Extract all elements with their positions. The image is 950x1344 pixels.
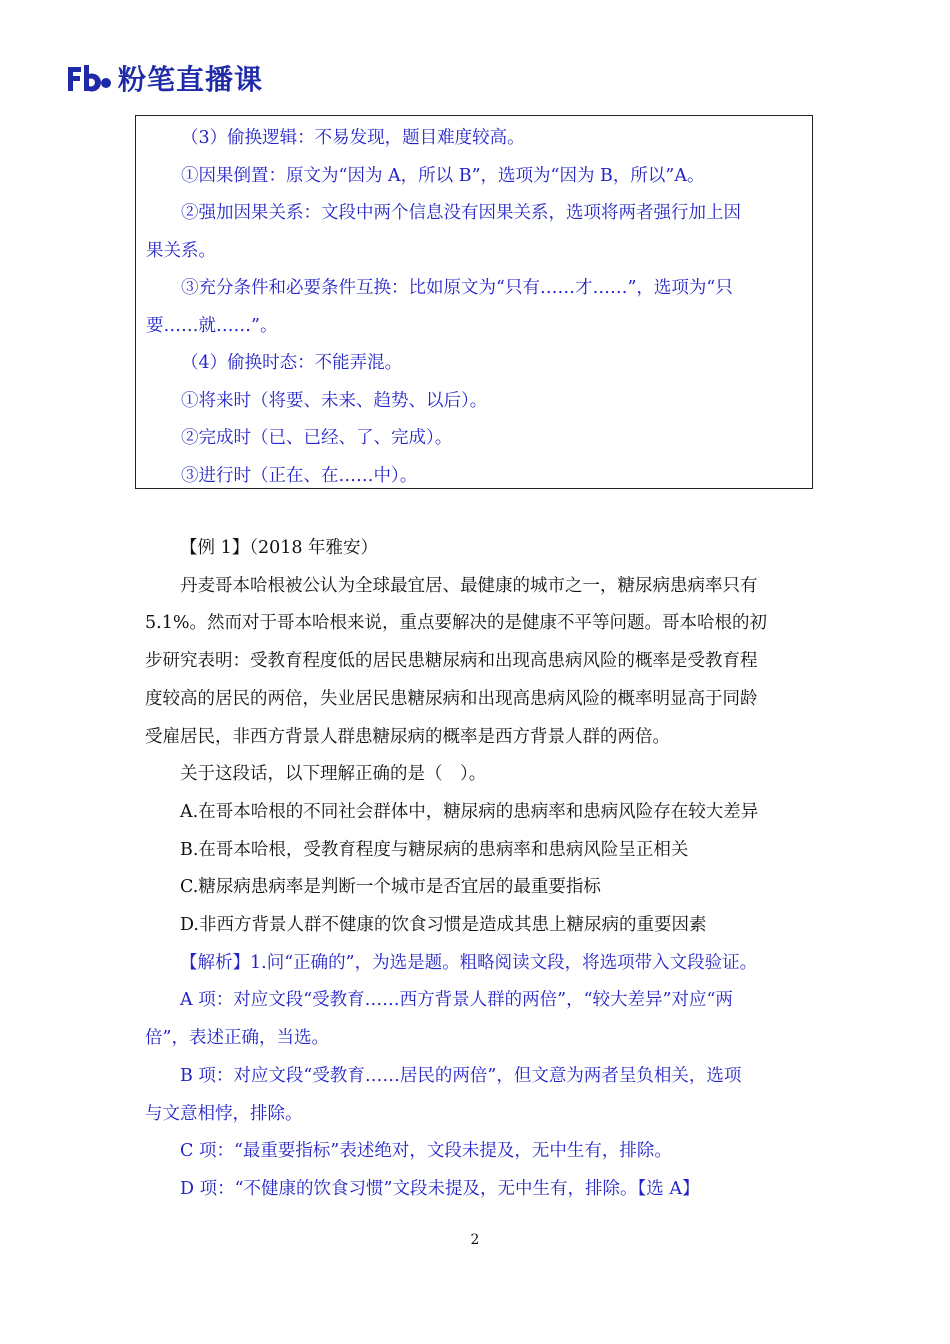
- analysis-d-line: [145, 1171, 810, 1209]
- example-heading: 【例 1】（2018 年雅安）: [180, 538, 379, 558]
- summary-box: [135, 115, 813, 489]
- passage-line: 度较高的居民的两倍，失业居民患糖尿病和出现高患病风险的概率明显高于同龄: [145, 688, 758, 709]
- box-line: 果关系。: [146, 240, 216, 261]
- passage-line: 步研究表明：受教育程度低的居民患糖尿病和出现高患病风险的概率是受教育程: [145, 651, 758, 672]
- passage-line: 5.1%。然而对于哥本哈根来说，重点要解决的是健康不平等问题。哥本哈根的初: [145, 613, 767, 634]
- passage-line: 受雇居民，非西方背景人群患糖尿病的概率是西方背景人群的两倍。: [145, 726, 670, 747]
- box-line: 要……就……”。: [146, 315, 278, 336]
- question-stem: 关于这段话，以下理解正确的是（ ）。: [180, 764, 487, 785]
- box-line: ①因果倒置：原文为“因为 A，所以 B”，选项为“因为 B，所以”A。: [181, 165, 705, 186]
- option-a: A.在哥本哈根的不同社会群体中，糖尿病的患病率和患病风险存在较大差异: [180, 801, 759, 822]
- analysis-d-text: D 项：“不健康的饮食习惯”文段未提及，无中生有，排除。: [180, 1178, 638, 1199]
- example-section: [145, 530, 810, 1209]
- analysis-b-line: B 项：对应文段“受教育……居民的两倍”，但文意为两者呈负相关，选项: [180, 1065, 742, 1086]
- brand-logo: [66, 58, 263, 98]
- analysis-a-line: 倍”，表述正确，当选。: [145, 1028, 329, 1049]
- brand-text: 粉笔直播课: [118, 63, 264, 96]
- analysis-label: 【解析】: [180, 952, 250, 973]
- option-d: D.非西方背景人群不健康的饮食习惯是造成其患上糖尿病的重要因素: [180, 915, 707, 936]
- analysis-a-line: A 项：对应文段“受教育……西方背景人群的两倍”，“较大差异”对应“两: [180, 990, 733, 1011]
- fb-logo-icon: [66, 61, 112, 95]
- option-b: B.在哥本哈根，受教育程度与糖尿病的患病率和患病风险呈正相关: [180, 839, 689, 860]
- box-line: ①将来时（将要、未来、趋势、以后）。: [181, 390, 488, 411]
- analysis-intro: [145, 945, 810, 983]
- answer-label: 【选 A】: [637, 1178, 700, 1199]
- analysis-c-line: C 项：“最重要指标”表述绝对，文段未提及，无中生有，排除。: [180, 1141, 672, 1162]
- box-line: ②强加因果关系：文段中两个信息没有因果关系，选项将两者强行加上因: [181, 203, 741, 223]
- page-number: 2: [470, 1232, 480, 1248]
- box-line: ③进行时（正在、在……中）。: [181, 465, 418, 486]
- analysis-b-line: 与文意相悖，排除。: [145, 1103, 303, 1124]
- passage-line: 丹麦哥本哈根被公认为全球最宜居、最健康的城市之一，糖尿病患病率只有: [180, 575, 758, 596]
- box-line: （3）偷换逻辑：不易发现，题目难度较高。: [181, 128, 525, 148]
- option-c: C.糖尿病患病率是判断一个城市是否宜居的最重要指标: [180, 877, 601, 898]
- box-line: ③充分条件和必要条件互换：比如原文为“只有……才……”，选项为“只: [181, 278, 733, 298]
- box-line: ②完成时（已、已经、了、完成）。: [181, 428, 453, 448]
- box-line: （4）偷换时态：不能弄混。: [181, 353, 403, 373]
- analysis-intro-text: 1.问“正确的”，为选是题。粗略阅读文段，将选项带入文段验证。: [250, 952, 758, 973]
